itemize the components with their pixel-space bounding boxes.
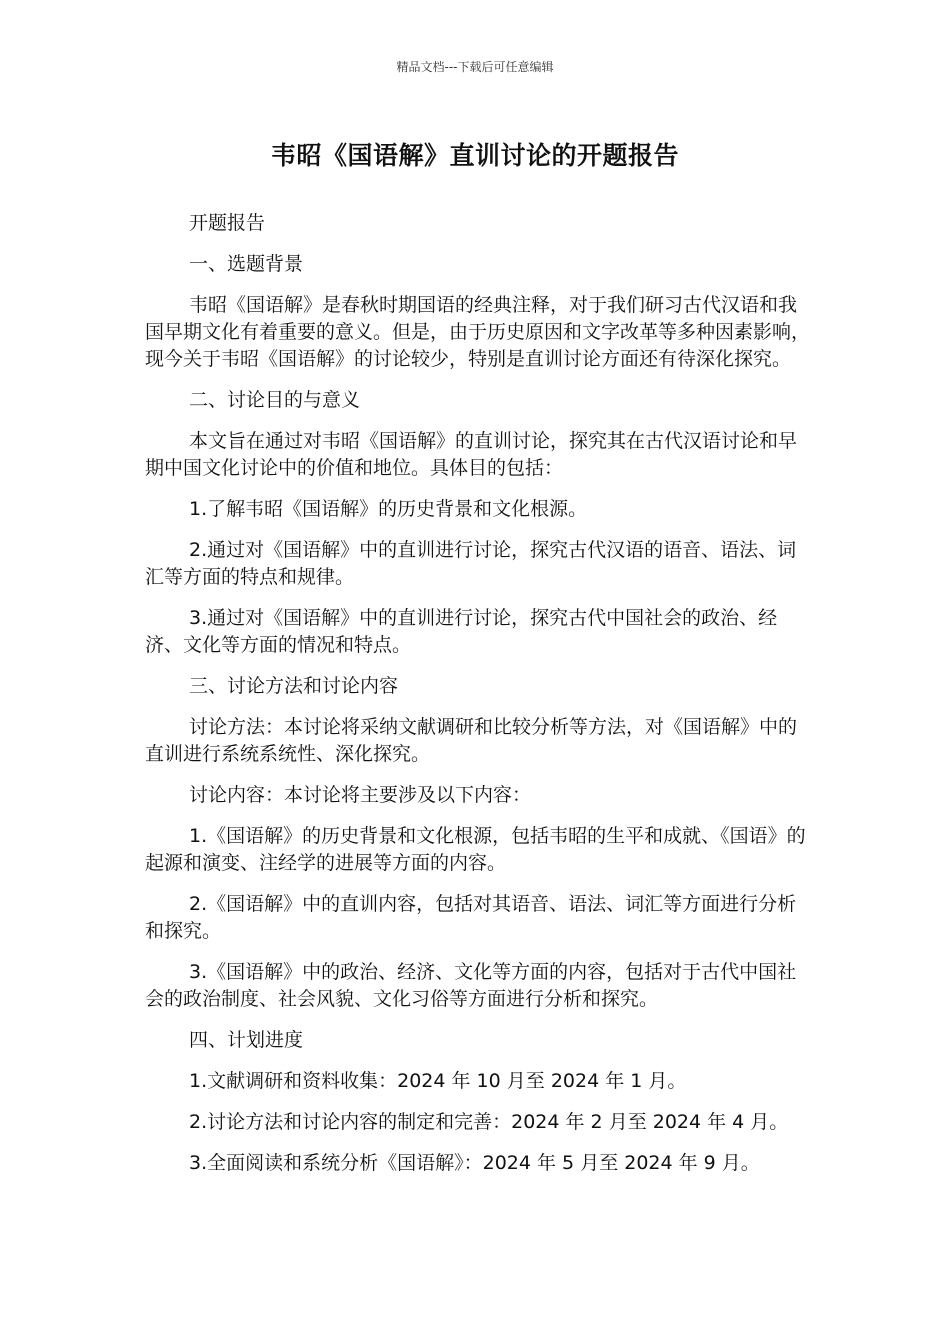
paragraph-content-intro: 讨论内容：本讨论将主要涉及以下内容： <box>189 784 532 806</box>
paragraph-background: 韦昭《国语解》是春秋时期国语的经典注释，对于我们研习古代汉语和我国早期文化有着重要的意义。但是，由于历史原因和文字改革等多种因素影响，现今关于韦昭《国语解》的讨论较少，特别是直训讨论方面还有待深化探究。 <box>145 294 811 370</box>
list-item-content-3: 3.《国语解》中的政治、经济、文化等方面的内容，包括对于古代中国社会的政治制度、社会风貌、文化习俗等方面进行分析和探究。 <box>145 961 797 1010</box>
list-item-schedule-2: 2.讨论方法和讨论内容的制定和完善：2024 年 2 月至 2024 年 4 月。 <box>189 1111 789 1133</box>
list-item-schedule-1: 1.文献调研和资料收集：2024 年 10 月至 2024 年 1 月。 <box>189 1070 687 1092</box>
list-item-schedule-3: 3.全面阅读和系统分析《国语解》：2024 年 5 月至 2024 年 9 月。 <box>189 1152 760 1174</box>
document-body <box>145 210 810 1191</box>
section-heading-schedule: 四、计划进度 <box>189 1029 304 1051</box>
list-item-purpose-2: 2.通过对《国语解》中的直训进行讨论，探究古代汉语的语音、语法、词汇等方面的特点和规律。 <box>145 539 797 588</box>
paragraph-method: 讨论方法：本讨论将采纳文献调研和比较分析等方法，对《国语解》中的直训进行系统系统性、深化探究。 <box>145 716 798 765</box>
section-heading-background: 一、选题背景 <box>189 253 304 275</box>
paragraph-report-label: 开题报告 <box>189 212 266 234</box>
list-item-purpose-1: 1.了解韦昭《国语解》的历史背景和文化根源。 <box>189 498 588 520</box>
document-title: 韦昭《国语解》直训讨论的开题报告 <box>270 141 679 170</box>
list-item-content-1: 1.《国语解》的历史背景和文化根源，包括韦昭的生平和成就、《国语》的起源和演变、注经学的进展等方面的内容。 <box>145 825 806 874</box>
list-item-purpose-3: 3.通过对《国语解》中的直训进行讨论，探究古代中国社会的政治、经济、文化等方面的情况和特点。 <box>145 607 778 656</box>
header-note: 精品文档---下载后可任意编辑 <box>396 60 554 74</box>
section-heading-purpose: 二、讨论目的与意义 <box>189 389 361 411</box>
paragraph-purpose: 本文旨在通过对韦昭《国语解》的直训讨论，探究其在古代汉语讨论和早期中国文化讨论中的价值和地位。具体目的包括： <box>145 430 798 479</box>
section-heading-method: 三、讨论方法和讨论内容 <box>189 675 399 697</box>
list-item-content-2: 2.《国语解》中的直训内容，包括对其语音、语法、词汇等方面进行分析和探究。 <box>145 893 797 942</box>
